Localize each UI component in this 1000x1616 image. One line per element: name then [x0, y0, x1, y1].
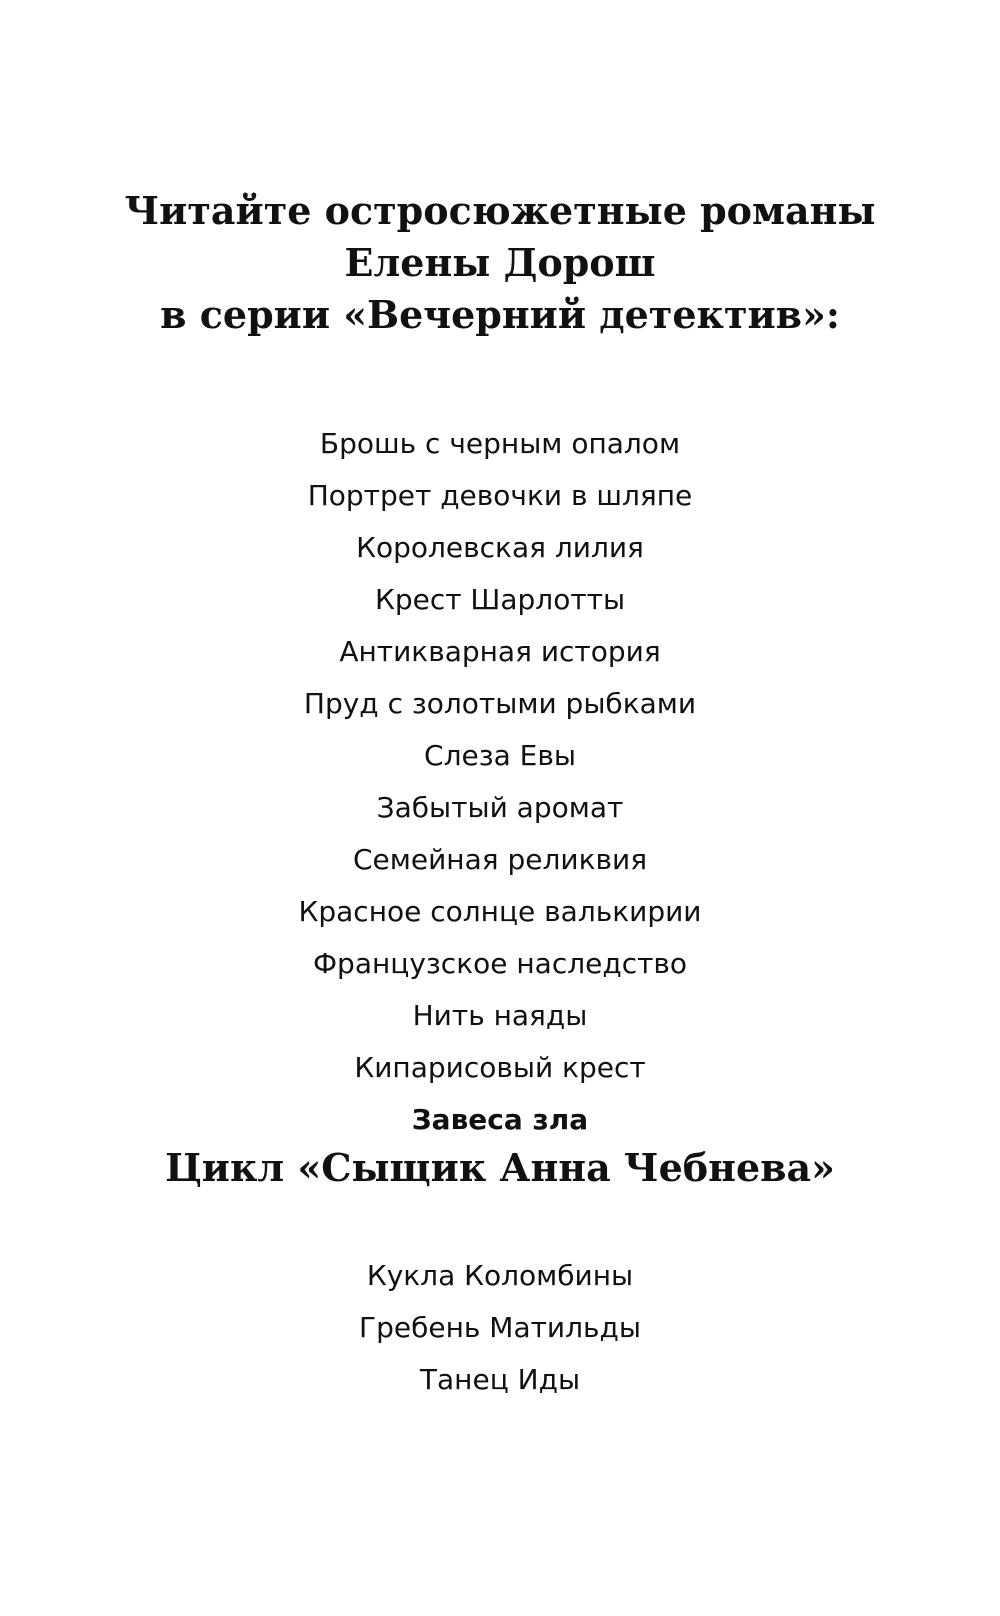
book-title: Танец Иды — [419, 1363, 581, 1396]
book-title: Крест Шарлотты — [374, 583, 626, 616]
cycle-heading: Цикл «Сыщик Анна Чебнева» — [165, 1145, 835, 1190]
book-title: Французское наследство — [312, 947, 688, 980]
book-title: Кипарисовый крест — [354, 1051, 646, 1084]
book-title: Королевская лилия — [356, 531, 644, 564]
book-title: Семейная реликвия — [352, 843, 648, 876]
book-title: Пруд с золотыми рыбками — [303, 687, 697, 720]
book-title: Слеза Евы — [424, 739, 576, 772]
book-title: Забытый аромат — [376, 791, 624, 824]
book-title: Кукла Коломбины — [366, 1259, 634, 1292]
cycle-book-list — [0, 1250, 1000, 1406]
book-title-highlighted: Завеса зла — [411, 1103, 589, 1136]
series-heading-line: Читайте остросюжетные романы — [124, 188, 876, 233]
book-title: Портрет девочки в шляпе — [307, 479, 693, 512]
series-heading-line: в серии «Вечерний детектив»: — [160, 292, 840, 337]
book-title: Антикварная история — [339, 635, 661, 668]
series-book-list — [0, 418, 1000, 1146]
book-title: Красное солнце валькирии — [298, 895, 702, 928]
book-title: Брошь с черным опалом — [319, 427, 681, 460]
book-title: Гребень Матильды — [359, 1311, 641, 1344]
series-heading — [0, 186, 1000, 342]
book-title: Нить наяды — [412, 999, 588, 1032]
series-heading-line: Елены Дорош — [344, 240, 656, 285]
